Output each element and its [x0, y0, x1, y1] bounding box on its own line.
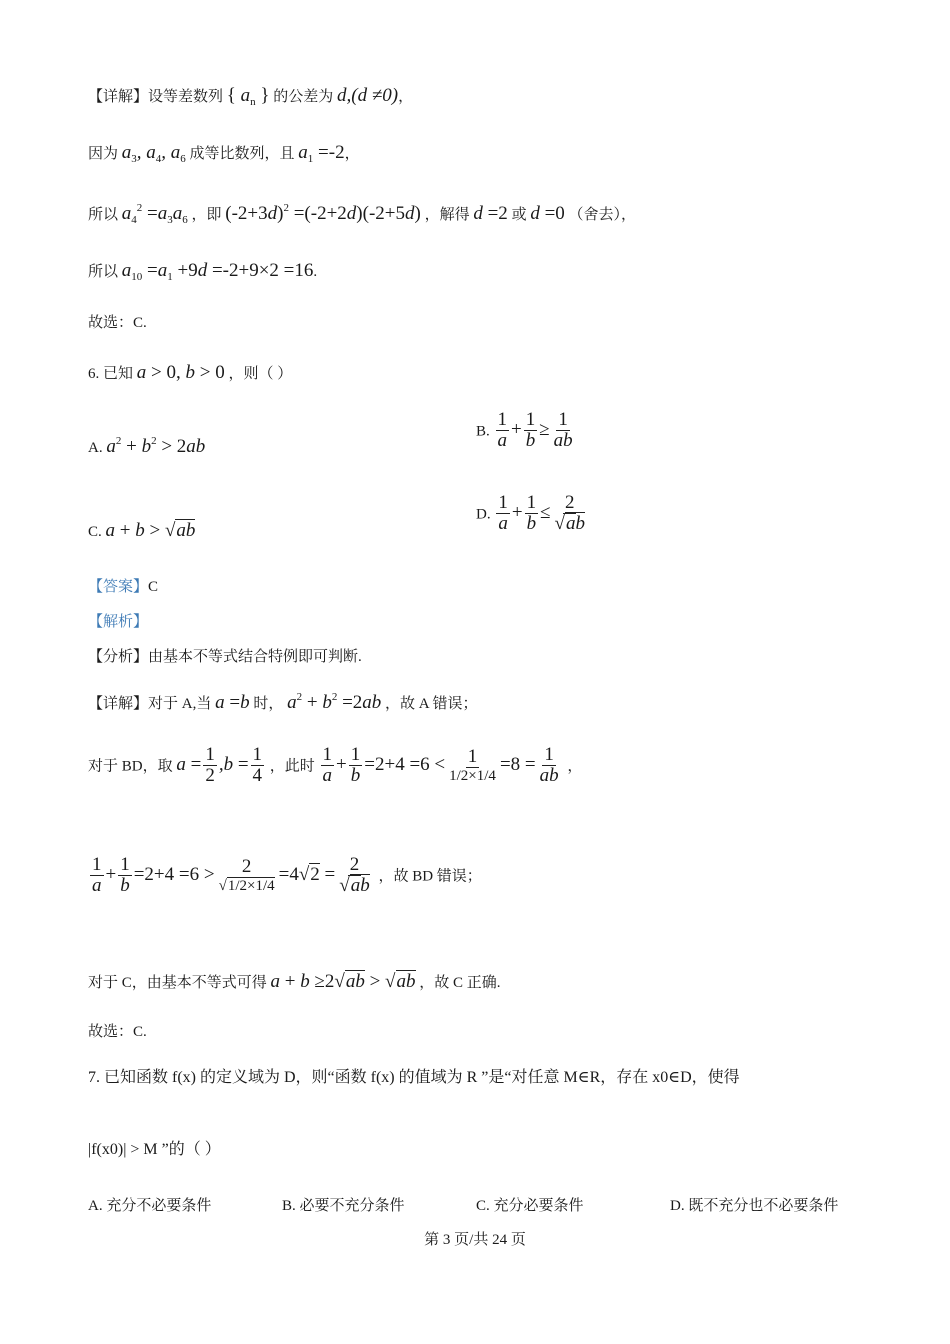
text: ，: [567, 758, 583, 775]
option-text: 充分不必要条件: [106, 1198, 212, 1214]
text: ，解得: [424, 207, 470, 223]
option-label: A.: [88, 440, 103, 456]
text: 由基本不等式结合特例即可判断.: [148, 649, 362, 665]
text: ，则（ ）: [228, 366, 293, 382]
option-label: B.: [476, 423, 490, 440]
q5-detail-line2: [88, 143, 360, 165]
q5-detail-line1: [88, 86, 413, 108]
q6-detail-bd2: [88, 855, 482, 897]
fenxi-label: 【分析】: [88, 649, 149, 665]
q6-stem: [88, 363, 292, 382]
page-footer: 第 3 页/共 24 页: [424, 1232, 526, 1248]
math: a = $\frac{1}{2}$ ,b = $\frac{1}{4}$: [176, 744, 263, 786]
option-label: A.: [88, 1198, 103, 1214]
q6-detail-c: [88, 972, 501, 991]
q7-option-a: [88, 1194, 211, 1215]
math: $\frac{1}{a}$ + $\frac{1}{b}$ =2+4 =6 > $\frac{2}{√1/2\times 1/4}$ =4√2 = $\frac{2}{√ab}$: [92, 854, 370, 896]
q6-option-c: [88, 520, 195, 542]
q6-fenxi: [88, 650, 362, 665]
q5-conclusion: 故选：C.: [88, 315, 147, 331]
math: a + b ≥2√ab > √ab: [270, 971, 416, 992]
math: $\frac{1}{a}$ + $\frac{1}{b}$ =2+4 =6 < $\frac{1}{1/2\times 1/4}$ =8 = $\frac{1}{ab}$: [322, 744, 559, 786]
option-label: C.: [476, 1198, 490, 1214]
q5-detail-line3: [88, 203, 636, 226]
text: ，即: [191, 207, 222, 223]
option-label: B.: [282, 1198, 296, 1214]
q7-option-d: [670, 1194, 838, 1215]
detail-label: 【详解】: [88, 89, 149, 105]
text: 对于 BD，取: [88, 758, 173, 775]
math-a10: $a_{10} =a_1 +9d =-2+9\times 2 =16$: [121, 260, 314, 283]
answer-label: 【答案】: [88, 579, 149, 595]
text: .: [313, 264, 318, 280]
q5-detail-line4: [88, 261, 317, 283]
q6-answer: [88, 580, 158, 595]
text: 对于 C，由基本不等式可得: [88, 975, 267, 991]
text: ，故 C 正确.: [419, 975, 501, 991]
detail-label: 【详解】: [88, 696, 149, 712]
text: 所以: [88, 264, 119, 280]
text: 对于 A,当: [148, 696, 212, 712]
text: 或: [511, 207, 527, 223]
text: ，: [344, 146, 360, 162]
option-math: $\frac{1}{a}$ + $\frac{1}{b}$ ≤ $\frac{2}{√ab}$: [498, 492, 585, 534]
q7-stem-line1: 7. 已知函数 f(x) 的定义域为 D，则“函数 f(x) 的值域为 R ”是“对任意 M∈R，存在 x0∈D，使得: [88, 1069, 740, 1086]
math: a =b: [215, 692, 250, 713]
q7-option-c: [476, 1194, 584, 1215]
q6-option-a: [88, 435, 205, 458]
option-math: a + b > √ab: [105, 520, 196, 541]
math: $a^2 + b^2 =2ab$: [287, 691, 382, 713]
q7-option-b: [282, 1194, 405, 1215]
text: 设等差数列: [148, 89, 224, 105]
option-label: D.: [670, 1198, 685, 1214]
text: 所以: [88, 207, 119, 223]
math-a1: $a_1 =-2$: [298, 142, 345, 165]
text: ，故 A 错误；: [385, 696, 478, 712]
option-label: C.: [88, 524, 102, 540]
q6-detail-bd1: [88, 745, 582, 787]
q6-analysis-label: 【解析】: [88, 614, 149, 630]
q6-conclusion: 故选：C.: [88, 1024, 147, 1040]
math-d0: d =0: [530, 203, 565, 224]
math-d2: d =2: [473, 203, 508, 224]
math-terms: $a_3$, $a_4$, $a_6$: [121, 142, 186, 165]
answer-value: C: [148, 579, 159, 595]
math-seq: { $a_n$ }: [226, 85, 270, 108]
q6-option-b: [476, 410, 577, 452]
option-text: 充分必要条件: [493, 1198, 584, 1214]
option-math: $a^2 + b^2 > 2ab$: [106, 435, 206, 457]
q7-stem-line2: |f(x0)| > M ”的（ ）: [88, 1141, 221, 1158]
text: 6. 已知: [88, 366, 134, 382]
text: （舍去），: [568, 207, 637, 223]
option-text: 必要不充分条件: [299, 1198, 405, 1214]
q6-option-d: [476, 493, 589, 535]
text: 的公差为: [273, 89, 334, 105]
text: 成等比数列，且: [189, 146, 295, 162]
option-text: 既不充分也不必要条件: [688, 1198, 839, 1214]
math-d: d,(d ≠0): [337, 85, 399, 106]
math-geo-mean: $a_4^2 =a_3a_6$: [121, 202, 188, 226]
text: 时，: [253, 696, 284, 712]
option-label: D.: [476, 506, 491, 523]
text: ，: [398, 89, 414, 105]
option-math: $\frac{1}{a}$ + $\frac{1}{b}$ ≥ $\frac{1}{ab}$: [497, 409, 573, 451]
text: 因为: [88, 146, 119, 162]
text: ，此时: [269, 758, 315, 775]
math-equation: $(-2+3d)^2 =(-2+2d)(-2+5d)$: [225, 202, 421, 224]
q6-detail-a: [88, 692, 478, 712]
math-condition: a > 0, b > 0: [136, 362, 225, 383]
text: ，故 BD 错误；: [378, 868, 482, 885]
